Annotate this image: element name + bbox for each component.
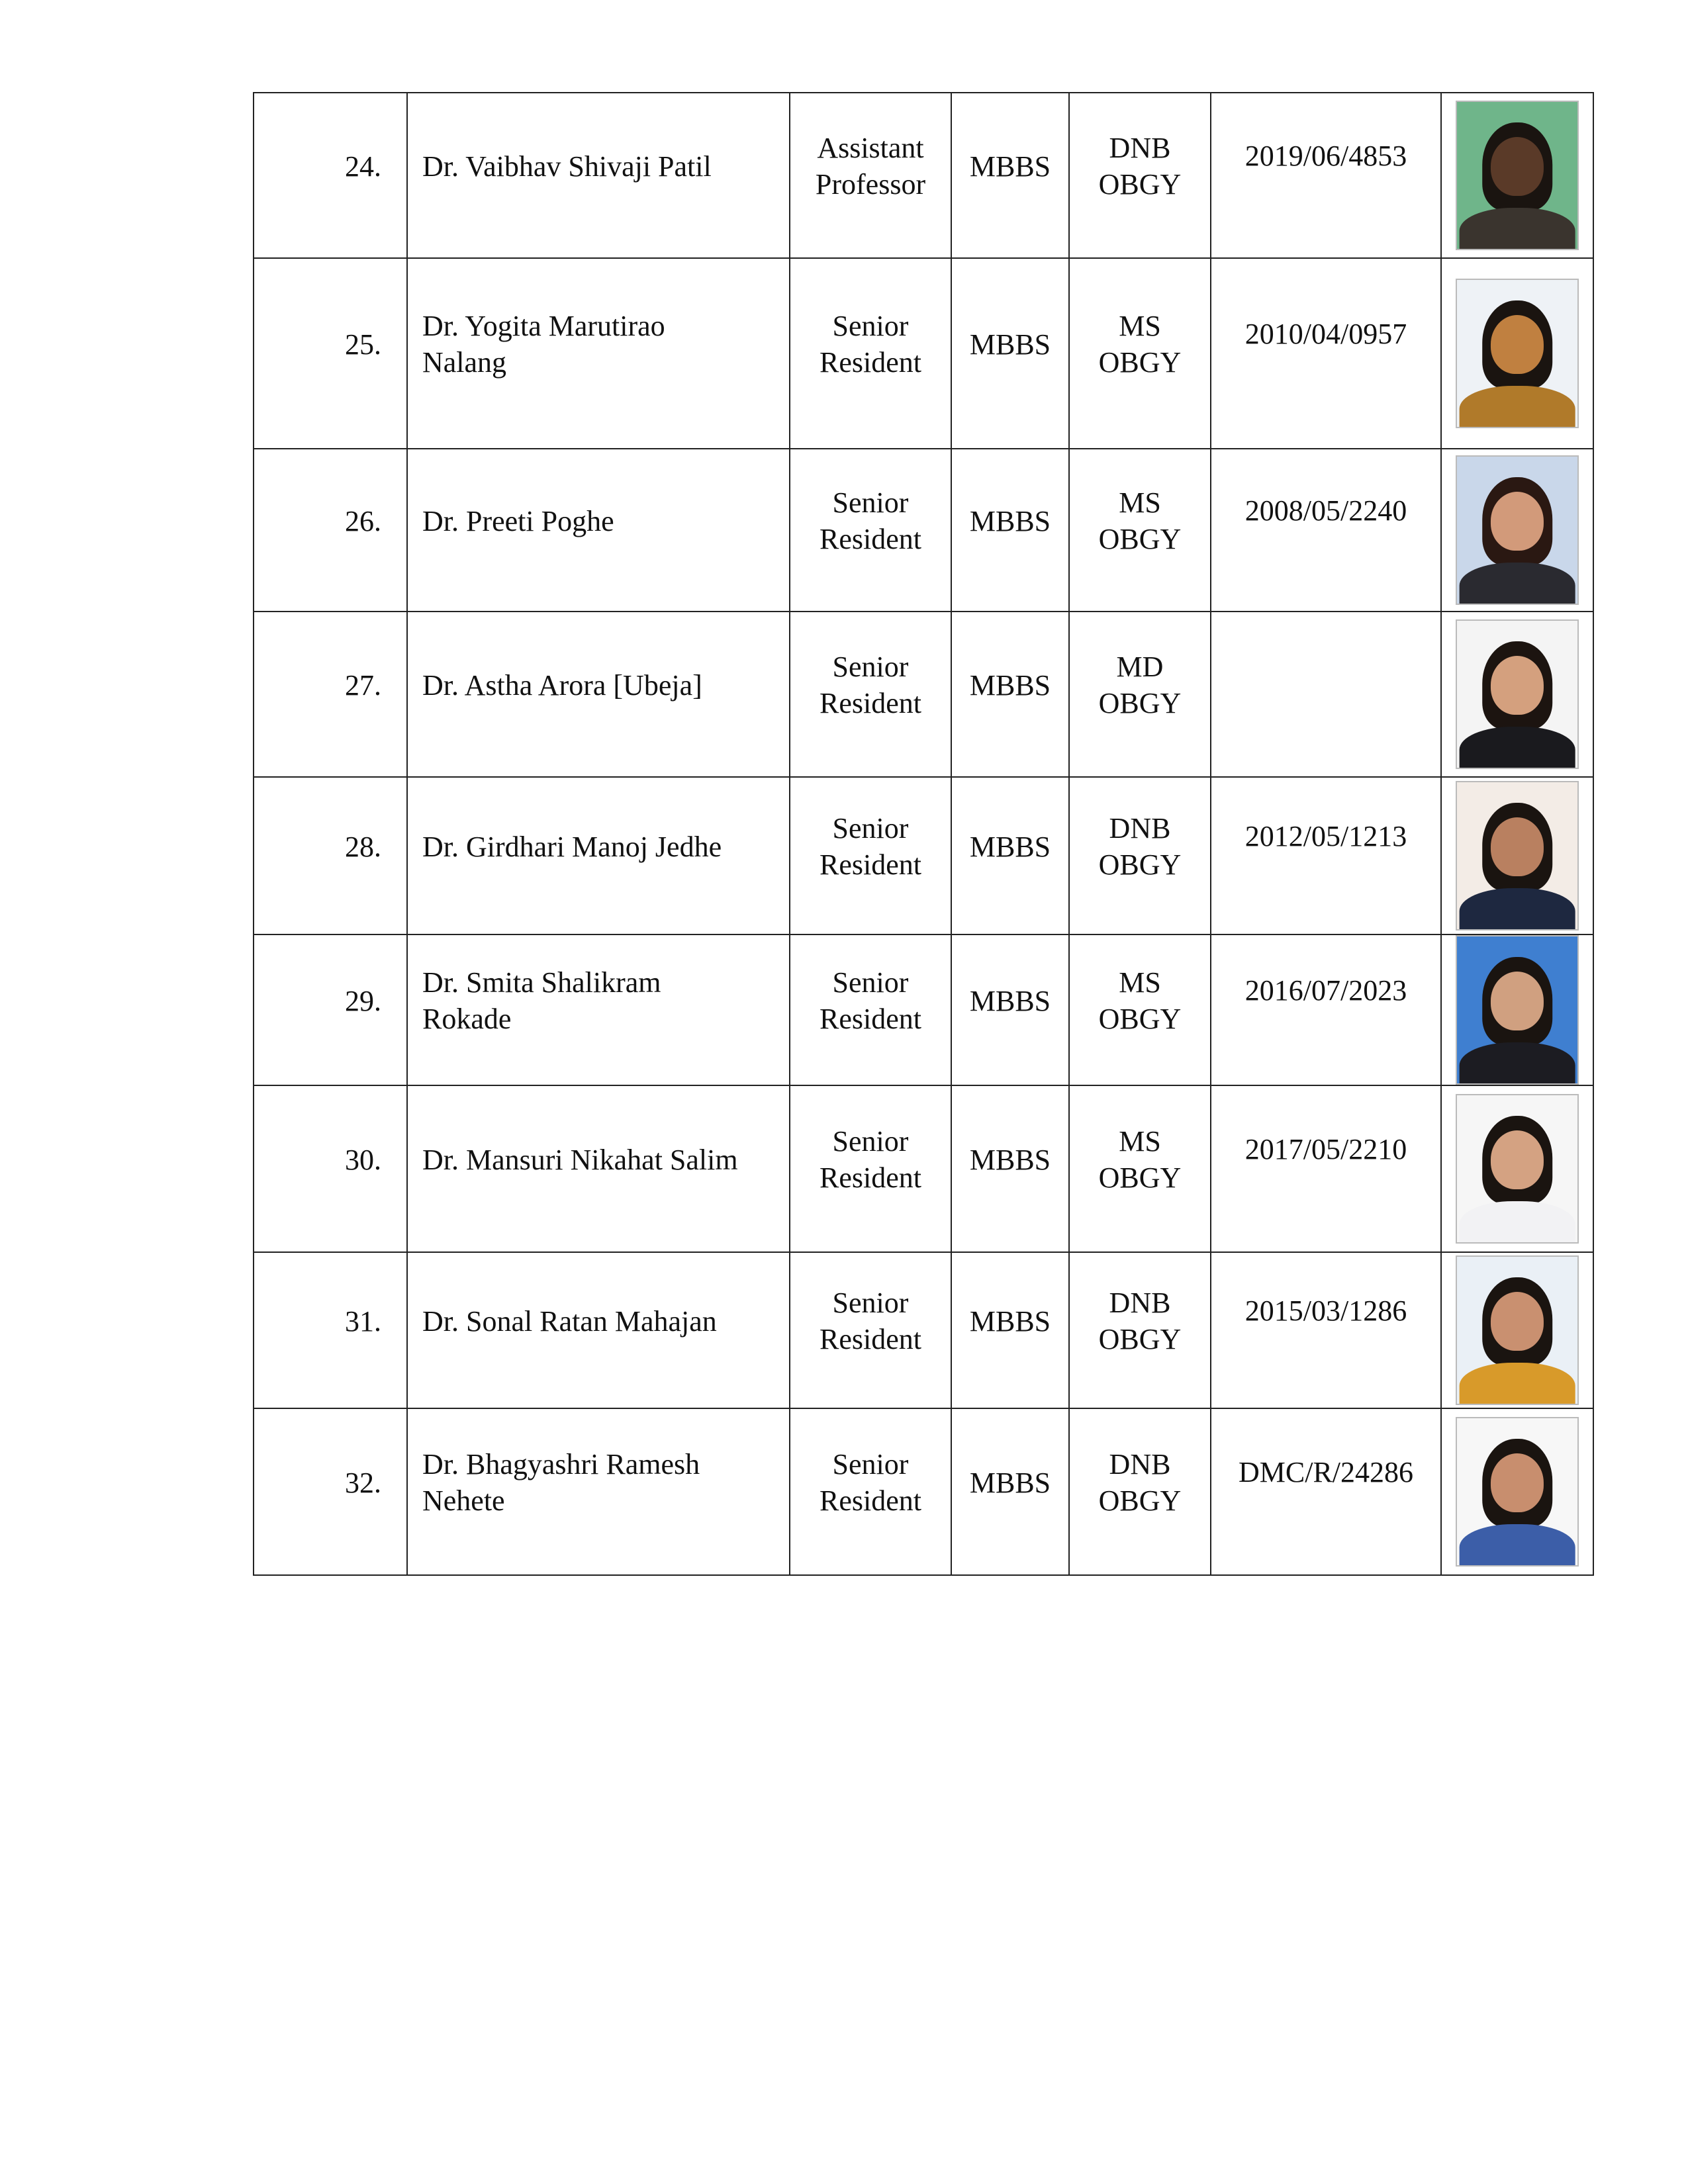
ug-qualification: MBBS — [969, 1466, 1051, 1499]
pg-qualification-cell — [1069, 258, 1211, 449]
serial-number-cell — [254, 258, 407, 449]
serial-number: 30. — [345, 1143, 381, 1176]
photo-body — [1460, 386, 1575, 428]
designation-line: Resident — [820, 523, 921, 555]
photo-face — [1491, 656, 1544, 715]
ug-qualification-cell — [951, 777, 1069, 934]
serial-number-cell — [254, 1252, 407, 1408]
photo-body — [1460, 563, 1575, 605]
doctor-photo — [1456, 619, 1579, 769]
name-line: Dr. Girdhari Manoj Jedhe — [422, 830, 722, 863]
name-cell — [407, 449, 790, 612]
serial-number-cell — [254, 1408, 407, 1575]
table-row — [254, 93, 1593, 258]
pg-line: OBGY — [1098, 1484, 1182, 1517]
photo-body — [1460, 1042, 1575, 1085]
serial-number-cell — [254, 93, 407, 258]
registration-number: 2008/05/2240 — [1244, 494, 1407, 527]
name-line: Dr. Smita Shalikram — [422, 966, 661, 999]
photo-face — [1491, 1130, 1544, 1189]
pg-line: OBGY — [1098, 848, 1182, 881]
designation-line: Resident — [820, 346, 921, 379]
pg-qualification — [1070, 130, 1210, 203]
designation-cell — [790, 934, 951, 1085]
pg-qualification-cell — [1069, 449, 1211, 612]
registration-cell — [1211, 1252, 1441, 1408]
registration-number: 2016/07/2023 — [1244, 974, 1407, 1007]
name-cell — [407, 93, 790, 258]
serial-number: 26. — [345, 504, 381, 537]
serial-number: 27. — [345, 668, 381, 702]
pg-line: OBGY — [1098, 1323, 1182, 1355]
photo-face — [1491, 972, 1544, 1030]
name-line: Nalang — [422, 346, 507, 379]
photo-body — [1460, 208, 1575, 250]
staff-table-body — [254, 93, 1593, 1575]
photo-cell — [1441, 777, 1593, 934]
designation — [790, 1123, 951, 1196]
table-row — [254, 258, 1593, 449]
photo-face — [1491, 1292, 1544, 1351]
photo-body — [1460, 888, 1575, 931]
name-cell — [407, 1085, 790, 1252]
pg-qualification — [1070, 1285, 1210, 1357]
designation-line: Senior — [832, 486, 909, 519]
designation-cell — [790, 1408, 951, 1575]
designation-cell — [790, 777, 951, 934]
pg-line: MD — [1116, 651, 1164, 683]
pg-qualification — [1070, 964, 1210, 1037]
ug-qualification: MBBS — [969, 1143, 1051, 1176]
table-row — [254, 1408, 1593, 1575]
serial-number: 31. — [345, 1304, 381, 1338]
designation — [790, 484, 951, 557]
name-line: Rokade — [422, 1003, 512, 1035]
pg-line: DNB — [1109, 132, 1171, 164]
doctor-photo — [1456, 1417, 1579, 1567]
registration-cell — [1211, 612, 1441, 777]
photo-face — [1491, 1453, 1544, 1512]
table-row — [254, 934, 1593, 1085]
designation-line: Resident — [820, 1323, 921, 1355]
registration-number: 2012/05/1213 — [1244, 819, 1407, 852]
pg-qualification-cell — [1069, 777, 1211, 934]
serial-number: 32. — [345, 1466, 381, 1499]
serial-number-cell — [254, 612, 407, 777]
name-cell — [407, 1252, 790, 1408]
designation — [790, 308, 951, 381]
designation-cell — [790, 449, 951, 612]
photo-face — [1491, 492, 1544, 551]
designation — [790, 810, 951, 883]
pg-line: MS — [1119, 966, 1161, 999]
staff-table — [253, 92, 1594, 1576]
table-row — [254, 612, 1593, 777]
serial-number: 29. — [345, 984, 381, 1017]
photo-body — [1460, 1201, 1575, 1244]
registration-cell — [1211, 1085, 1441, 1252]
photo-cell — [1441, 1252, 1593, 1408]
designation-line: Resident — [820, 1161, 921, 1194]
registration-cell — [1211, 1408, 1441, 1575]
photo-face — [1491, 315, 1544, 374]
pg-line: MS — [1119, 486, 1161, 519]
pg-qualification-cell — [1069, 1408, 1211, 1575]
doctor-photo — [1456, 935, 1579, 1085]
pg-qualification — [1070, 1446, 1210, 1519]
pg-qualification-cell — [1069, 93, 1211, 258]
ug-qualification: MBBS — [969, 830, 1051, 863]
designation-cell — [790, 93, 951, 258]
registration-cell — [1211, 258, 1441, 449]
designation-cell — [790, 1085, 951, 1252]
name-line: Dr. Vaibhav Shivaji Patil — [422, 150, 712, 183]
pg-line: MS — [1119, 1125, 1161, 1158]
pg-line: DNB — [1109, 1448, 1171, 1480]
photo-cell — [1441, 612, 1593, 777]
serial-number: 28. — [345, 830, 381, 863]
table-row — [254, 1085, 1593, 1252]
doctor-photo — [1456, 279, 1579, 428]
pg-line: OBGY — [1098, 687, 1182, 719]
pg-line: MS — [1119, 310, 1161, 342]
designation-line: Resident — [820, 1003, 921, 1035]
name-line: Dr. Mansuri Nikahat Salim — [422, 1143, 738, 1176]
pg-line: DNB — [1109, 1287, 1171, 1319]
registration-cell — [1211, 777, 1441, 934]
serial-number-cell — [254, 934, 407, 1085]
registration-number: DMC/R/24286 — [1238, 1455, 1414, 1488]
designation-line: Resident — [820, 687, 921, 719]
ug-qualification-cell — [951, 258, 1069, 449]
pg-qualification — [1070, 308, 1210, 381]
designation — [790, 1446, 951, 1519]
doctor-photo — [1456, 101, 1579, 250]
name-cell — [407, 612, 790, 777]
doctor-name — [422, 1446, 789, 1519]
ug-qualification-cell — [951, 612, 1069, 777]
designation-line: Senior — [832, 651, 909, 683]
designation-line: Assistant — [817, 132, 924, 164]
doctor-name — [422, 148, 789, 185]
registration-cell — [1211, 449, 1441, 612]
designation — [790, 649, 951, 721]
designation-line: Senior — [832, 1448, 909, 1480]
ug-qualification: MBBS — [969, 668, 1051, 702]
designation-line: Senior — [832, 966, 909, 999]
serial-number: 25. — [345, 328, 381, 361]
registration-number: 2019/06/4853 — [1244, 139, 1407, 172]
photo-cell — [1441, 449, 1593, 612]
pg-qualification — [1070, 1123, 1210, 1196]
photo-face — [1491, 817, 1544, 876]
pg-qualification-cell — [1069, 1085, 1211, 1252]
name-line: Nehete — [422, 1484, 505, 1517]
ug-qualification: MBBS — [969, 504, 1051, 537]
ug-qualification-cell — [951, 93, 1069, 258]
pg-qualification — [1070, 484, 1210, 557]
doctor-name — [422, 964, 789, 1037]
designation-cell — [790, 1252, 951, 1408]
photo-body — [1460, 727, 1575, 769]
registration-number: 2017/05/2210 — [1244, 1132, 1407, 1165]
doctor-photo — [1456, 455, 1579, 605]
ug-qualification-cell — [951, 934, 1069, 1085]
ug-qualification-cell — [951, 1252, 1069, 1408]
doctor-name — [422, 829, 789, 865]
designation-line: Senior — [832, 1125, 909, 1158]
pg-line: DNB — [1109, 812, 1171, 844]
name-cell — [407, 777, 790, 934]
name-line: Dr. Bhagyashri Ramesh — [422, 1448, 700, 1480]
designation-line: Senior — [832, 310, 909, 342]
designation-cell — [790, 258, 951, 449]
designation-line: Senior — [832, 812, 909, 844]
designation — [790, 1285, 951, 1357]
doctor-name — [422, 1142, 789, 1178]
pg-qualification-cell — [1069, 612, 1211, 777]
pg-line: OBGY — [1098, 346, 1182, 379]
designation-cell — [790, 612, 951, 777]
photo-cell — [1441, 258, 1593, 449]
photo-body — [1460, 1363, 1575, 1405]
designation-line: Professor — [815, 168, 926, 201]
ug-qualification: MBBS — [969, 984, 1051, 1017]
photo-cell — [1441, 93, 1593, 258]
designation — [790, 130, 951, 203]
pg-line: OBGY — [1098, 168, 1182, 201]
registration-number: 2015/03/1286 — [1244, 1294, 1407, 1327]
name-line: Dr. Sonal Ratan Mahajan — [422, 1304, 717, 1338]
name-line: Dr. Astha Arora [Ubeja] — [422, 668, 702, 702]
designation-line: Senior — [832, 1287, 909, 1319]
ug-qualification: MBBS — [969, 328, 1051, 361]
name-cell — [407, 1408, 790, 1575]
photo-face — [1491, 137, 1544, 196]
doctor-photo — [1456, 1094, 1579, 1244]
table-row — [254, 1252, 1593, 1408]
registration-cell — [1211, 93, 1441, 258]
ug-qualification-cell — [951, 1408, 1069, 1575]
ug-qualification-cell — [951, 1085, 1069, 1252]
photo-cell — [1441, 934, 1593, 1085]
serial-number: 24. — [345, 150, 381, 183]
serial-number-cell — [254, 1085, 407, 1252]
pg-line: OBGY — [1098, 1161, 1182, 1194]
pg-qualification-cell — [1069, 934, 1211, 1085]
pg-line: OBGY — [1098, 523, 1182, 555]
name-cell — [407, 934, 790, 1085]
ug-qualification: MBBS — [969, 1304, 1051, 1338]
designation-line: Resident — [820, 1484, 921, 1517]
doctor-photo — [1456, 1255, 1579, 1405]
pg-line: OBGY — [1098, 1003, 1182, 1035]
photo-cell — [1441, 1408, 1593, 1575]
photo-cell — [1441, 1085, 1593, 1252]
pg-qualification — [1070, 649, 1210, 721]
registration-number: 2010/04/0957 — [1244, 317, 1407, 350]
registration-cell — [1211, 934, 1441, 1085]
designation-line: Resident — [820, 848, 921, 881]
ug-qualification: MBBS — [969, 150, 1051, 183]
doctor-name — [422, 667, 789, 704]
serial-number-cell — [254, 777, 407, 934]
photo-body — [1460, 1524, 1575, 1567]
name-cell — [407, 258, 790, 449]
designation — [790, 964, 951, 1037]
doctor-name — [422, 503, 789, 539]
doctor-name — [422, 1303, 789, 1340]
ug-qualification-cell — [951, 449, 1069, 612]
table-row — [254, 449, 1593, 612]
name-line: Dr. Yogita Marutirao — [422, 310, 665, 342]
serial-number-cell — [254, 449, 407, 612]
doctor-photo — [1456, 781, 1579, 931]
name-line: Dr. Preeti Poghe — [422, 504, 614, 537]
doctor-name — [422, 308, 789, 381]
pg-qualification — [1070, 810, 1210, 883]
pg-qualification-cell — [1069, 1252, 1211, 1408]
table-row — [254, 777, 1593, 934]
